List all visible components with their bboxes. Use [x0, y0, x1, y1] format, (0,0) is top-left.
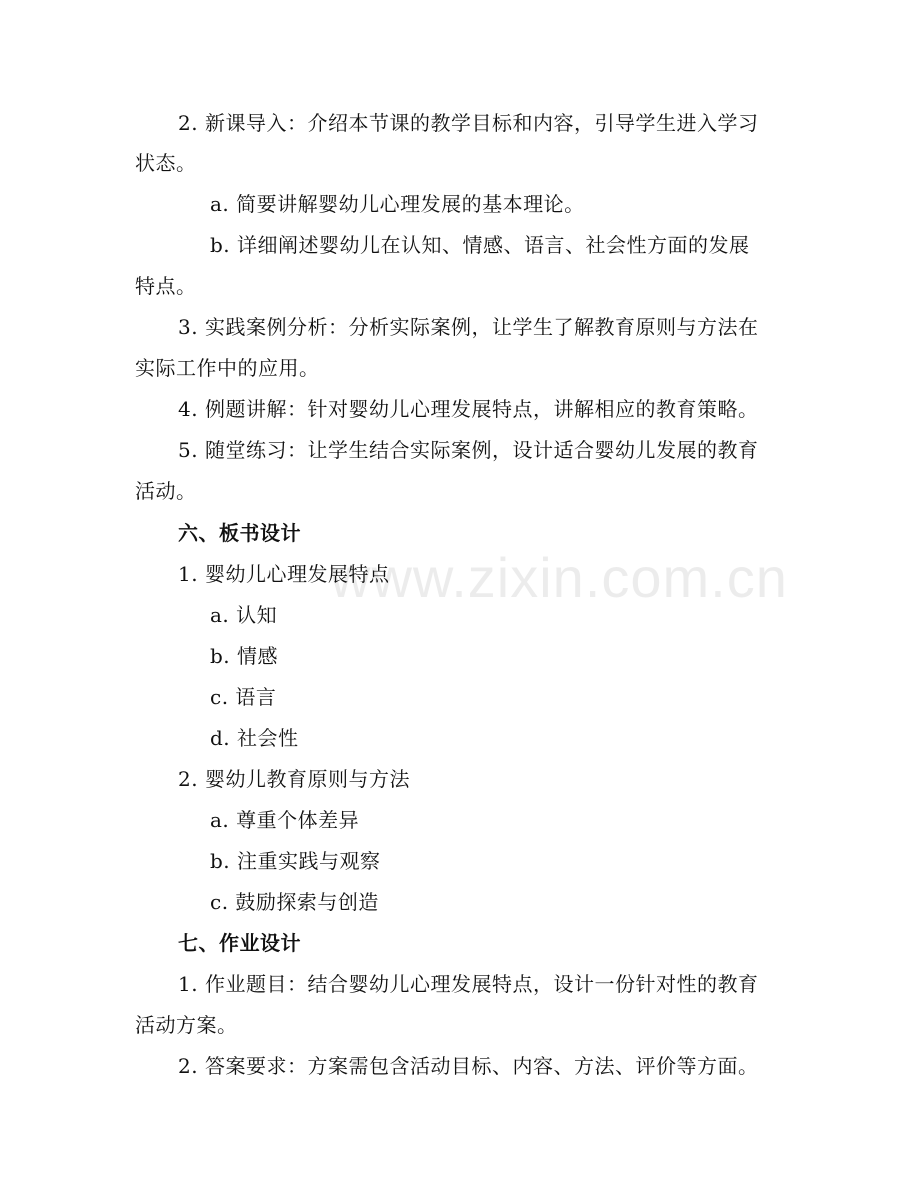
paragraph-classroom-practice: 5. 随堂练习：让学生结合实际案例，设计适合婴幼儿发展的教育: [178, 438, 759, 462]
list-item-1-development: 1. 婴幼儿心理发展特点: [178, 562, 390, 586]
paragraph-continuation: 状态。: [135, 151, 197, 175]
paragraph-example-explanation: 4. 例题讲解：针对婴幼儿心理发展特点，讲解相应的教育策略。: [178, 397, 759, 421]
paragraph-continuation: 实际工作中的应用。: [135, 356, 320, 380]
paragraph-continuation: 活动方案。: [135, 1013, 238, 1037]
list-item-b-emotion: b. 情感: [210, 644, 279, 668]
list-item-c-language: c. 语言: [210, 685, 277, 709]
list-item-a-individual-differences: a. 尊重个体差异: [210, 808, 360, 832]
paragraph-case-analysis: 3. 实践案例分析：分析实际案例，让学生了解教育原则与方法在: [178, 315, 759, 339]
paragraph-continuation: 特点。: [135, 274, 197, 298]
watermark: www.zixin.com.cn: [330, 546, 788, 609]
list-item-a-theory: a. 简要讲解婴幼儿心理发展的基本理论。: [210, 192, 585, 216]
list-item-a-cognition: a. 认知: [210, 603, 278, 627]
list-item-d-sociality: d. 社会性: [210, 726, 299, 750]
section-heading-board-design: 六、板书设计: [178, 521, 301, 545]
list-item-c-exploration-creativity: c. 鼓励探索与创造: [210, 890, 379, 914]
section-heading-homework-design: 七、作业设计: [178, 931, 301, 955]
paragraph-homework-topic: 1. 作业题目：结合婴幼儿心理发展特点，设计一份针对性的教育: [178, 972, 759, 996]
paragraph-continuation: 活动。: [135, 479, 197, 503]
list-item-b-characteristics: b. 详细阐述婴幼儿在认知、情感、语言、社会性方面的发展: [210, 233, 750, 257]
paragraph-answer-requirements: 2. 答案要求：方案需包含活动目标、内容、方法、评价等方面。: [178, 1054, 759, 1078]
paragraph-new-lesson-intro: 2. 新课导入：介绍本节课的教学目标和内容，引导学生进入学习: [178, 111, 759, 135]
list-item-2-principles: 2. 婴幼儿教育原则与方法: [178, 767, 410, 791]
list-item-b-practice-observation: b. 注重实践与观察: [210, 849, 381, 873]
